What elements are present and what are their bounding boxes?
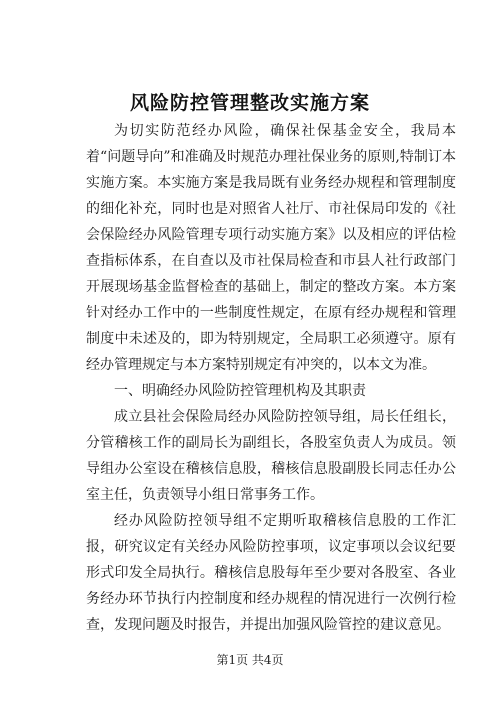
section-heading-1: 一、明确经办风险防控管理机构及其职责 (114, 383, 366, 399)
paragraph-group-duties: 经办风险防控领导组不定期听取稽核信息股的工作汇报，研究议定有关经办风险防控事项，议定事项以会议纪要形式印发全局执行。稽核信息股每年至少要对各股室、各业务经办环节执行内控制度和经办规程的情况进行一次例行检查，发现问题及时报告，并提出加强风险管控的建议意见。 (86, 513, 456, 633)
paragraph-leadership-group: 成立县社会保险局经办风险防控领导组，局长任组长，分管稽核工作的副局长为副组长，各股室负责人为成员。领导组办公室设在稽核信息股，稽核信息股副股长同志任办公室主任，负责领导小组日常事务工作。 (86, 409, 456, 503)
document-body (86, 118, 456, 638)
paragraph-intro: 为切实防范经办风险，确保社保基金安全，我局本着“问题导向”和准确及时规范办理社保业务的原则,特制订本实施方案。本实施方案是我局既有业务经办规程和管理制度的细化补充，同时也是对照省人社厅、市社保局印发的《社会保险经办风险管理专项行动实施方案》以及相应的评估检查指标体系，在自查以及市社保局检查和市县人社行政部门开展现场基金监督检查的基础上，制定的整改方案。本方案针对经办工作中的一些制度性规定，在原有经办规程和管理制度中未述及的，即为特别规定，全局职工必须遵守。原有经办管理规定与本方案特别规定有冲突的，以本文为准。 (86, 123, 456, 373)
document-title: 风险防控管理整改实施方案 (129, 92, 370, 114)
page-number-footer: 第1页 共4页 (216, 653, 284, 667)
